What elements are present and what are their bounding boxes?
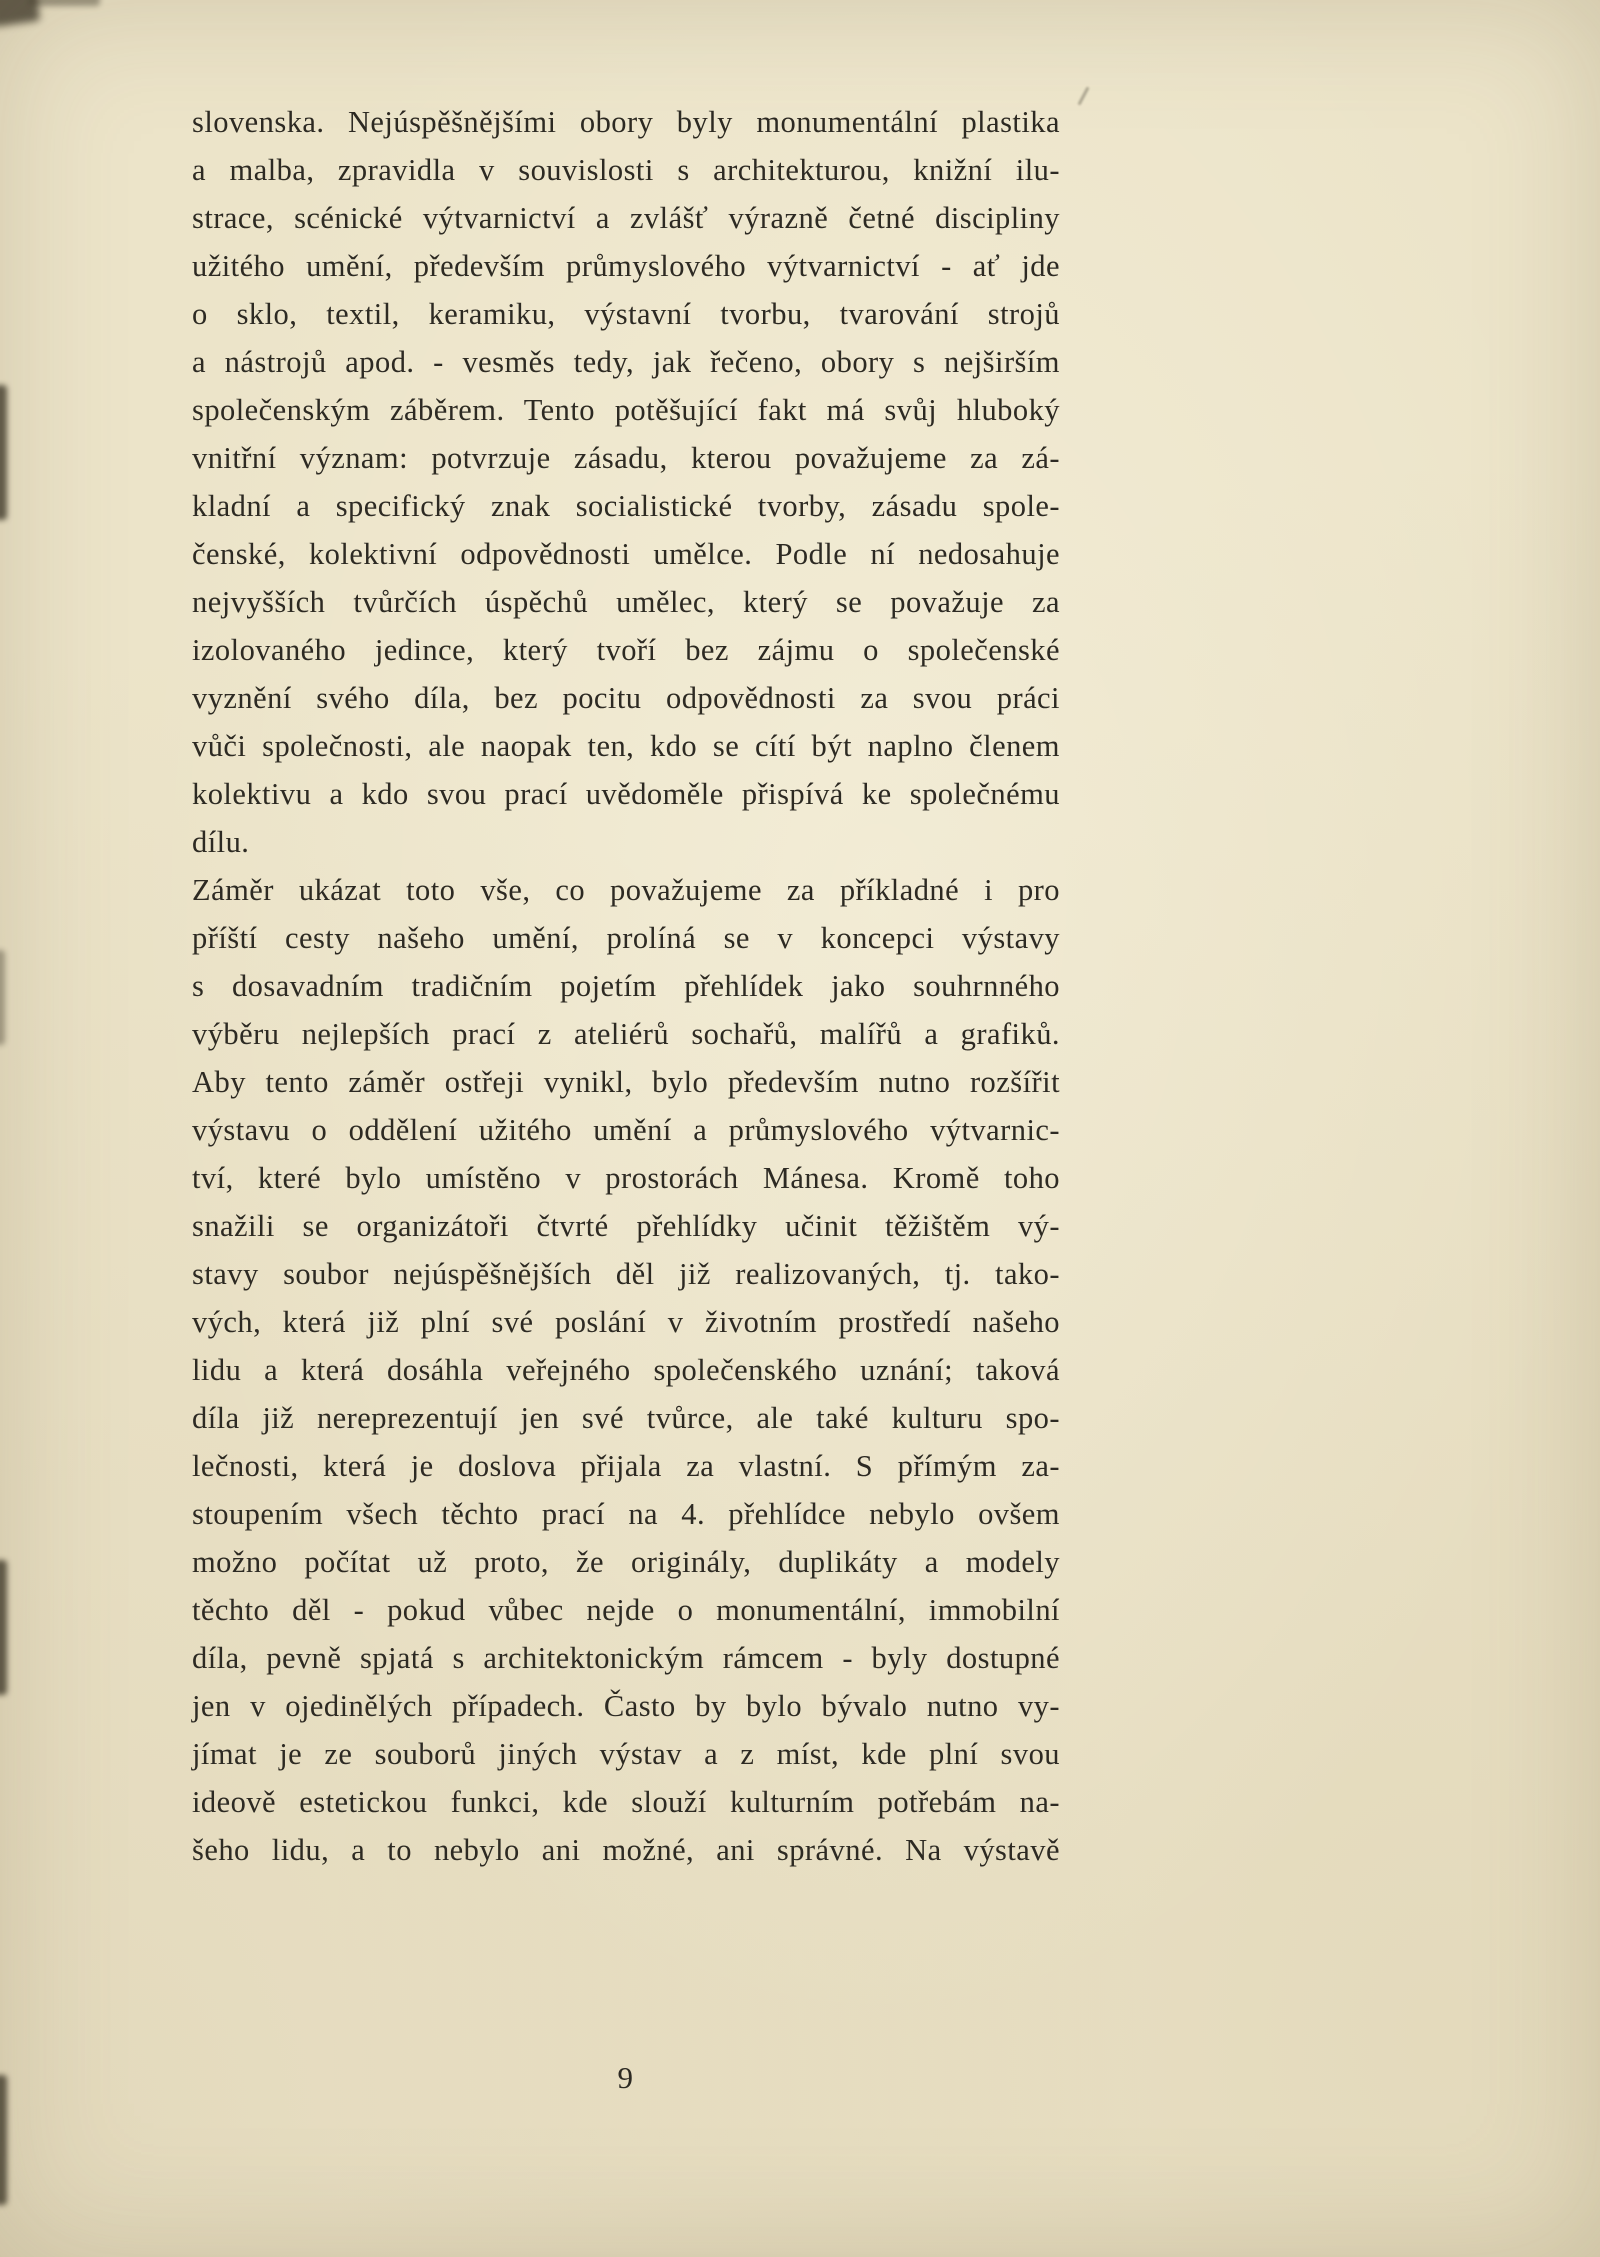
scan-artifact-left-1 — [0, 385, 7, 520]
text-line: příští cesty našeho umění, prolíná se v koncepci výstavy — [192, 921, 1060, 955]
scan-artifact-left-4 — [0, 2075, 7, 2205]
text-line: společenským záběrem. Tento potěšující fakt má svůj hluboký — [192, 393, 1060, 427]
paragraph-1 — [192, 98, 1060, 866]
text-line: lidu a která dosáhla veřejného společenského uznání; taková — [192, 1353, 1060, 1387]
text-line: Aby tento záměr ostřeji vynikl, bylo především nutno rozšířit — [192, 1065, 1060, 1099]
text-line: díla již nereprezentují jen své tvůrce, ale také kulturu spo- — [192, 1401, 1060, 1435]
text-line: tví, které bylo umístěno v prostorách Mánesa. Kromě toho — [192, 1161, 1060, 1195]
text-line: výstavu o oddělení užitého umění a průmyslového výtvarnic- — [192, 1113, 1060, 1147]
text-line: díla, pevně spjatá s architektonickým rámcem - byly dostupné — [192, 1641, 1060, 1675]
text-line: stavy soubor nejúspěšnějších děl již realizovaných, tj. tako- — [192, 1257, 1060, 1291]
text-line: lečnosti, která je doslova přijala za vlastní. S přímým za- — [192, 1449, 1060, 1483]
text-line: jen v ojedinělých případech. Často by bylo bývalo nutno vy- — [192, 1689, 1060, 1723]
text-line: s dosavadním tradičním pojetím přehlídek jako souhrnného — [192, 969, 1060, 1003]
text-line: kolektivu a kdo svou prací uvědoměle přispívá ke společnému — [192, 777, 1060, 811]
text-line: vnitřní význam: potvrzuje zásadu, kterou považujeme za zá- — [192, 441, 1060, 475]
text-line: Záměr ukázat toto vše, co považujeme za příkladné i pro — [192, 873, 1060, 907]
text-line: vých, která již plní své poslání v životním prostředí našeho — [192, 1305, 1060, 1339]
text-line: strace, scénické výtvarnictví a zvlášť výrazně četné discipliny — [192, 201, 1060, 235]
text-line: izolovaného jedince, který tvoří bez zájmu o společenské — [192, 633, 1060, 667]
text-line: slovenska. Nejúspěšnějšími obory byly monumentální plastika — [192, 105, 1060, 139]
text-line: nejvyšších tvůrčích úspěchů umělec, který se považuje za — [192, 585, 1060, 619]
text-line: a malba, zpravidla v souvislosti s architekturou, knižní ilu- — [192, 153, 1060, 187]
scan-artifact-speck — [1077, 86, 1089, 105]
page-number: 9 — [617, 2060, 635, 2095]
text-line: a nástrojů apod. - vesměs tedy, jak řečeno, obory s nejširším — [192, 345, 1060, 379]
text-line: jímat je ze souborů jiných výstav a z míst, kde plní svou — [192, 1737, 1060, 1771]
text-line: vůči společnosti, ale naopak ten, kdo se cítí být naplno členem — [192, 729, 1060, 763]
text-line: užitého umění, především průmyslového výtvarnictví - ať jde — [192, 249, 1060, 283]
text-line: snažili se organizátoři čtvrté přehlídky učinit těžištěm vý- — [192, 1209, 1060, 1243]
text-line: ideově estetickou funkci, kde slouží kulturním potřebám na- — [192, 1785, 1060, 1819]
text-line: výběru nejlepších prací z ateliérů sochařů, malířů a grafiků. — [192, 1017, 1060, 1051]
text-line: šeho lidu, a to nebylo ani možné, ani správné. Na výstavě — [192, 1833, 1060, 1867]
text-line: kladní a specifický znak socialistické tvorby, zásadu spole- — [192, 489, 1060, 523]
text-line: o sklo, textil, keramiku, výstavní tvorbu, tvarování strojů — [192, 297, 1060, 331]
text-line: těchto děl - pokud vůbec nejde o monumentální, immobilní — [192, 1593, 1060, 1627]
scan-artifact-left-2 — [0, 950, 5, 1045]
text-block — [192, 98, 1060, 1874]
text-line: možno počítat už proto, že originály, duplikáty a modely — [192, 1545, 1060, 1579]
paragraph-2 — [192, 866, 1060, 1874]
scan-artifact-left-3 — [0, 1560, 7, 1695]
scan-artifact-top-edge — [30, 0, 100, 6]
text-line: stoupením všech těchto prací na 4. přehlídce nebylo ovšem — [192, 1497, 1060, 1531]
text-line: dílu. — [192, 825, 250, 859]
text-line: čenské, kolektivní odpovědnosti umělce. Podle ní nedosahuje — [192, 537, 1060, 571]
text-line: vyznění svého díla, bez pocitu odpovědnosti za svou práci — [192, 681, 1060, 715]
